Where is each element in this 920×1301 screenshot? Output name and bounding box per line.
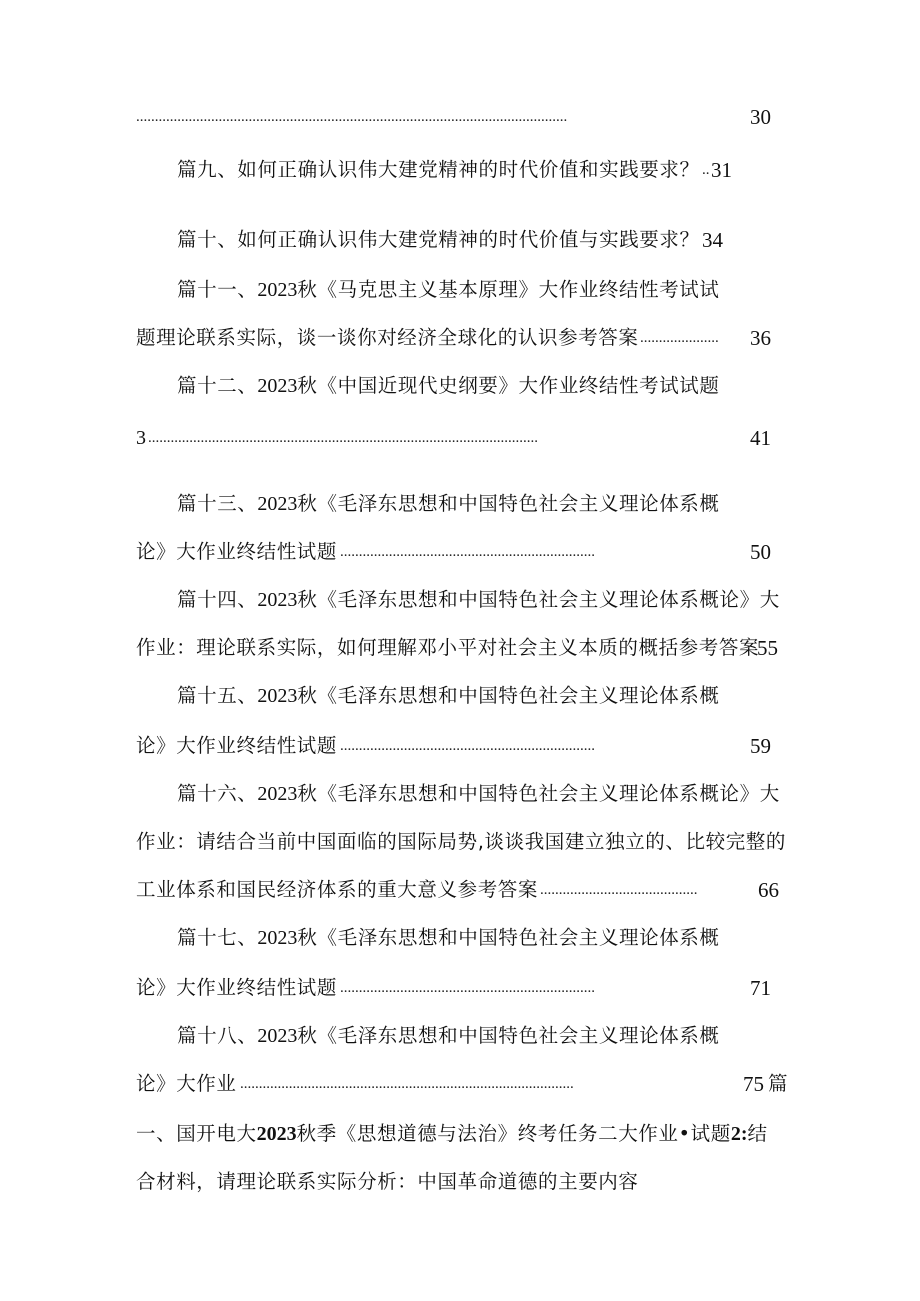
- toc-entry-10[interactable]: [0, 220, 920, 260]
- toc-leader-dots: ....................................................................: [340, 980, 595, 996]
- toc-page-number: 50: [750, 540, 771, 564]
- toc-entry-title-line3: 工业体系和国民经济体系的重大意义参考答案: [136, 878, 539, 901]
- toc-entry-11[interactable]: [0, 270, 920, 310]
- toc-entry-16-cont2[interactable]: [0, 870, 920, 910]
- toc-entry-18[interactable]: [0, 1016, 920, 1056]
- toc-entry-title-line1: 篇十七、2023秋《毛泽东思想和中国特色社会主义理论体系概: [177, 926, 720, 949]
- toc-entry-17-cont[interactable]: [0, 968, 920, 1008]
- toc-leader-dots: .....................: [640, 330, 719, 346]
- toc-entry-14[interactable]: [0, 580, 920, 620]
- toc-entry-13-cont[interactable]: [0, 532, 920, 572]
- toc-entry-13[interactable]: [0, 484, 920, 524]
- toc-page-number: 55: [757, 636, 778, 660]
- toc-entry-title-line1: 篇十三、2023秋《毛泽东思想和中国特色社会主义理论体系概: [177, 492, 720, 515]
- toc-entry-title-line1: 篇十八、2023秋《毛泽东思想和中国特色社会主义理论体系概: [177, 1024, 720, 1047]
- toc-leader-dots: ....................................................................: [340, 738, 595, 754]
- toc-leader-dots: ....................................................................: [340, 544, 595, 560]
- section-heading-line2: [0, 1162, 920, 1202]
- toc-entry-12[interactable]: [0, 366, 920, 406]
- toc-entry-15[interactable]: [0, 676, 920, 716]
- toc-entry-title-line2: 3: [136, 427, 146, 449]
- toc-entry-title-line2: 作业：理论联系实际，如何理解邓小平对社会主义本质的概括参考答案: [136, 636, 760, 659]
- toc-entry-title-line2: 论》大作业: [136, 1072, 237, 1095]
- toc-leader-dots: ..........................................: [540, 882, 698, 898]
- section-heading-start: 篇: [768, 1072, 789, 1095]
- toc-entry-title-line1: 篇十二、2023秋《中国近现代史纲要》大作业终结性考试试题: [177, 374, 720, 397]
- toc-entry-9[interactable]: [0, 150, 920, 190]
- toc-entry-title: 篇十、如何正确认识伟大建党精神的时代价值与实践要求？: [177, 228, 700, 251]
- toc-entry-12-cont[interactable]: [0, 418, 920, 458]
- toc-entry-15-cont[interactable]: [0, 726, 920, 766]
- toc-leader-dots: ........................................................................................................: [148, 430, 538, 446]
- toc-entry-title-line1: 篇十一、2023秋《马克思主义基本原理》大作业终结性考试试: [177, 278, 720, 301]
- toc-entry-title-line1: 篇十五、2023秋《毛泽东思想和中国特色社会主义理论体系概: [177, 684, 720, 707]
- toc-entry-title: 篇九、如何正确认识伟大建党精神的时代价值和实践要求？: [177, 158, 700, 181]
- toc-entry-17[interactable]: [0, 918, 920, 958]
- section-heading-text: 一、国开电大2023秋季《思想道德与法治》终考任务二大作业•试题2:结: [136, 1122, 768, 1145]
- toc-entry-16[interactable]: [0, 774, 920, 814]
- toc-page-number: 31: [711, 158, 732, 182]
- toc-page-number: 41: [750, 426, 771, 450]
- toc-entry-title-line2: 论》大作业终结性试题: [136, 734, 338, 757]
- toc-leader-dots: ...................................................................................................................: [136, 109, 568, 125]
- toc-entry-continuation[interactable]: [0, 97, 920, 137]
- toc-entry-title-line2: 论》大作业终结性试题: [136, 976, 338, 999]
- toc-entry-title-line2: 论》大作业终结性试题: [136, 540, 338, 563]
- toc-page-number: 66: [758, 878, 779, 902]
- toc-leader-dots: .........................................................................................: [240, 1076, 574, 1092]
- toc-page-number: 71: [750, 976, 771, 1000]
- section-heading-text: 合材料，请理论联系实际分析：中国革命道德的主要内容: [136, 1170, 639, 1193]
- toc-page-number: 30: [750, 105, 771, 129]
- toc-entry-11-cont[interactable]: [0, 318, 920, 358]
- toc-page-number: 59: [750, 734, 771, 758]
- toc-entry-title-line2: 作业：请结合当前中国面临的国际局势,谈谈我国建立独立的、比较完整的: [136, 830, 786, 853]
- toc-page-number: 34: [702, 228, 723, 252]
- toc-leader-dots: ..: [702, 162, 710, 178]
- toc-entry-title-line1: 篇十四、2023秋《毛泽东思想和中国特色社会主义理论体系概论》大: [177, 588, 780, 611]
- section-heading-line1: [0, 1114, 920, 1154]
- toc-entry-title-line2: 题理论联系实际，谈一谈你对经济全球化的认识参考答案: [136, 326, 639, 349]
- toc-page-number: 75: [743, 1072, 764, 1096]
- toc-page-number: 36: [750, 326, 771, 350]
- toc-entry-16-cont[interactable]: [0, 822, 920, 862]
- toc-entry-18-cont[interactable]: [0, 1064, 920, 1104]
- toc-entry-14-cont[interactable]: [0, 628, 920, 668]
- toc-entry-title-line1: 篇十六、2023秋《毛泽东思想和中国特色社会主义理论体系概论》大: [177, 782, 780, 805]
